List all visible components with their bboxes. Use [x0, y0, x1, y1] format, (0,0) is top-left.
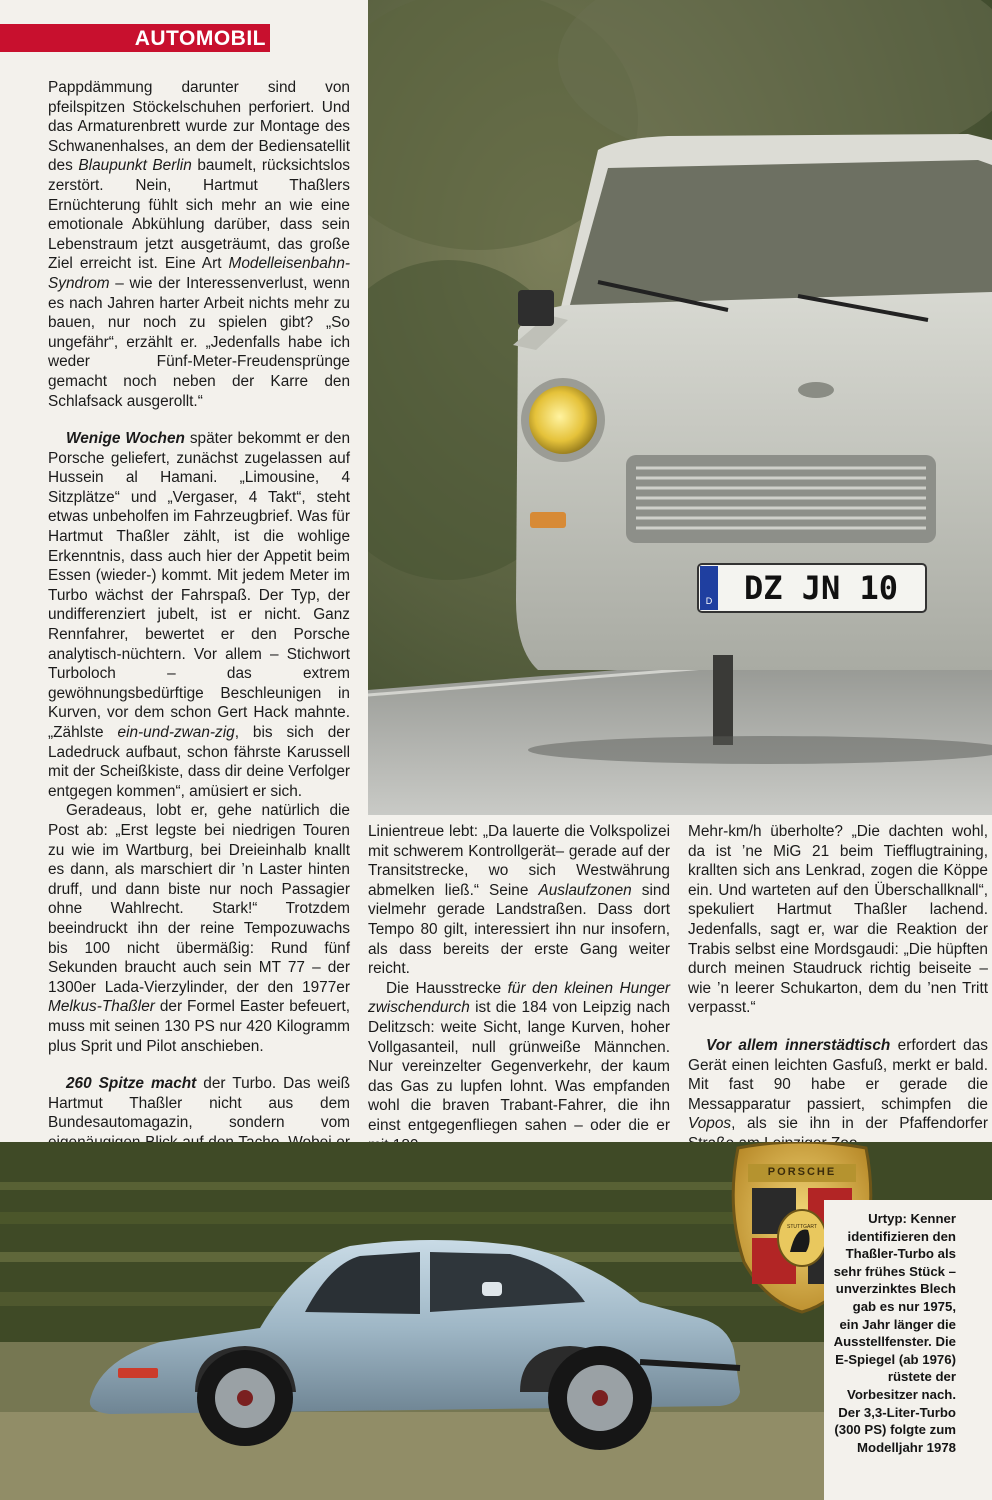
paragraph: Geradeaus, lobt er, gehe natürlich die Post ab: „Erst legste bei niedrigen Touren zu wie im Wartburg, bei Dreieinhalb knallt es dann, als marschiert dir ’n Laster hinten druff, und dann biste nur noch Passagier ohne Wahlrecht. Stark!“ Trotzdem beeindruckt ihn der reine Tempozuwachs bis 100 nicht übermäßig: Rund fünf Sekunden braucht auch sein MT 77 – der 1300er Lada-Vierzylinder, der den 1977er Melkus-Thaßler der Formel Easter befeuert, muss mit seinen 130 PS nur 420 Kilogramm plus Sprit und Pilot anschieben.: [48, 802, 350, 1055]
plate-country-code: D: [705, 596, 713, 606]
trabant-photo: [368, 0, 992, 815]
paragraph: 260 Spitze macht der Turbo. Das weiß Hartmut Thaßler nicht aus dem Bundesautomagazin, sondern vom: [48, 1075, 350, 1132]
article-column-3: [688, 822, 988, 1154]
crest-city-lettering: STUTTGART: [787, 1224, 817, 1230]
photo-caption: Urtyp: Kenner identifizieren den Thaßler-Turbo als sehr frühes Stück – unverzinktes Blech gab es nur 1975, ein Jahr länger die Ausstellfenster. Die E-Spiegel (ab 1976) rüstete der Vorbesitzer nach. Der 3,3-Liter-Turbo (300 PS) folgte zum Modelljahr 1978: [833, 1211, 956, 1455]
paragraph: Linientreue lebt: „Da lauerte die Volkspolizei mit schwerem Kontrollgerät– gerade auf der Transitstrecke, wo sich Westwährung abmelken ließ.“ Seine Auslaufzonen sind vielmehr gerade Landstraßen. Dass dort Tempo 80 gilt, interessiert ihn nur insofern, als dass bereits der erste Gang weiter reicht.: [368, 823, 670, 978]
lead-in: Vor allem innerstädtisch: [706, 1036, 891, 1054]
section-rubric: [0, 24, 270, 52]
lead-in: 260 Spitze macht: [66, 1075, 197, 1093]
trabant-illustration: [368, 0, 992, 815]
section-rubric-label: AUTOMOBIL: [134, 27, 266, 50]
paragraph: Wenige Wochen später bekommt er den Porsche geliefert, zunächst zugelassen auf Hussein al Hamani. „Limousine, 4 Sitzplätze“ und „Vergaser, 4 Takt“, steht etwas unbeholfen im Fahrzeugbrief. Was für Hartmut Thaßler zählt, ist die wohlige Erkenntnis, dass auch hier der Appetit beim Essen (wieder-) kommt. Mit jedem Meter im Turbo wächst der Fahrspaß. Der Typ, der undifferenziert jubelt, ist er nicht. Ganz Rennfahrer, bewertet er den Porsche analytisch-nüchtern. Vor allem – Stichwort Turboloch – das extrem gewöhnungsbedürftige Beschleunigen in Kurven, vor dem schon Gert Hack mahnte. „Zählste ein-und-zwan-zig, bis sich der Ladedruck aufbaut, schon fährste Karussell mit der Scheißkiste, dass dir deine Verfolger entgegen kommen“, amüsiert er sich.: [48, 430, 351, 800]
article-column-1: [48, 78, 350, 1172]
lead-in: Wenige Wochen: [66, 430, 185, 448]
paragraph: Vor allem innerstädtisch erfordert das Gerät einen leichten Gasfuß, merkt er bald. Mit fast 90 habe er gerade die Messapparatur passiert, schimpfen die Vopos, als sie ihn in der Pfaffendorfer: [688, 1036, 988, 1133]
paragraph: Die Hausstrecke für den kleinen Hunger zwischendurch ist die 184 von Leipzig nach Delitzsch: weite Sicht, lange Kurven, hoher Vollgasanteil, null grünweiße Männchen. Nur vereinzelter Gegenverkehr, der kaum das Gas zu lupfen lohnt. Was empfanden wohl die braven Trabant-Fahrer, die ihn einst entgegenfliegen sahen – oder die er: [368, 979, 671, 1134]
crest-lettering: PORSCHE: [767, 1166, 837, 1178]
license-plate: DZ JN 10: [743, 569, 899, 607]
paragraph: Pappdämmung darunter sind von pfeilspitzen Stöckelschuhen perforiert. Und das Armaturenbrett wurde zur Montage des Schwanenhalses, an dem der Bediensatellit des Blaupunkt Berlin baumelt, rücksichtslos zerstört. Nein, Hartmut Thaßlers Ernüchterung fühlt sich mehr an wie eine emotionale Abkühlung darüber, dass sein Lebenstraum jetzt ausgeträumt, das große Ziel erreicht ist. Eine Art Modelleisenbahn-Syndrom – wie der Interessenverlust, wenn es nach Jahren harter Arbeit nichts mehr zu bauen, nur noch zu spielen gibt? „So ungefähr“, erzählt er. „Jedenfalls habe ich weder Fünf-Meter-Freudensprünge gemacht noch neben der Karre den Schlafsack ausgerollt.“: [48, 79, 351, 410]
paragraph: Mehr-km/h überholte? „Die dachten wohl, da ist ’ne MiG 21 beim Tiefflugtraining, krallten sich ans Lenkrad, zogen die Köppe ein. Und warteten auf den Überschallknall“, spekuliert Hartmut Thaßler lachend. Jedenfalls, sagt er, war die Reaktion der Trabis selbst eine Mordsgaudi: „Die hüpften durch meinen Staudruck richtig beiseite – wie ’n leerer Schukarton, dem du ’nen Tritt verpasst.“: [688, 823, 988, 1017]
article-column-2: [368, 822, 670, 1155]
